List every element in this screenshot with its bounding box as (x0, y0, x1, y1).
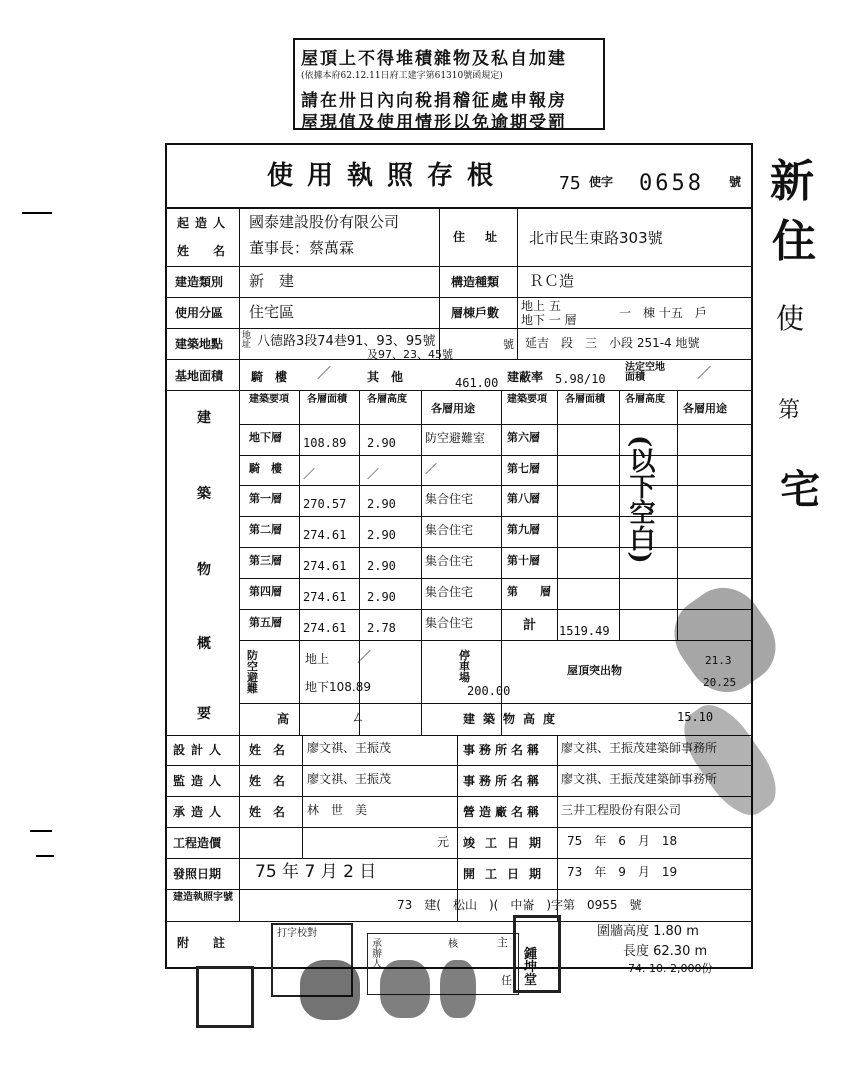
permit-number: 0658 (639, 171, 704, 196)
completion-date: 75 年 6 月 18 (567, 834, 678, 848)
contractor-firm-label: 營造廠名稱 (463, 805, 544, 819)
owner-label: 起造人 (177, 216, 232, 230)
col-area-header-2: 各層面積 (565, 394, 605, 405)
struct-label: 構造種類 (451, 275, 500, 289)
side-char: 使 (776, 302, 805, 335)
building-count: 一 棟 十五 戶 (619, 306, 707, 320)
chief-label: 任 (501, 974, 512, 987)
permit-year: 75 (559, 173, 581, 194)
parking-label: 停車場 (459, 649, 470, 684)
floor-area: 274.61 (303, 528, 347, 542)
red-seal-stamp (196, 966, 254, 1028)
type-label: 建造類別 (175, 275, 224, 289)
notice-line-2: (依據本府62.12.11日府工建字第61310號函規定) (301, 71, 503, 81)
open-space-label: 法定空地面積 (625, 362, 665, 383)
site-address: 八德路3段74巷91、93、95號 (257, 334, 436, 349)
contractor-name: 林 世 美 (307, 803, 368, 817)
coverage-value: 5.98/10 (555, 372, 606, 386)
zone-value: 住宅區 (249, 303, 295, 321)
floor-area: 274.61 (303, 590, 347, 604)
blank-note: (以下空白) (625, 435, 655, 564)
contractor-name-label: 姓 名 (249, 805, 286, 819)
floors-below: 地下 一 層 (521, 313, 577, 327)
floor-name: 第四層 (249, 585, 282, 598)
designer-name-label: 姓 名 (249, 743, 286, 757)
floor-area: 270.57 (303, 497, 347, 511)
site-lot: 延吉 段 三 小段 251-4 地號 (525, 336, 700, 350)
struct-value: ＲＣ造 (529, 272, 575, 290)
designer-office: 廖文祺、王振茂建築師事務所 (561, 741, 718, 755)
check-stamp-label: 打字校對 (277, 928, 317, 939)
chief-label: 主 (497, 936, 508, 949)
floor-name: 第五層 (249, 616, 282, 629)
official-seal-name: 鍾坤堂 (524, 947, 538, 988)
floor-use: ／ (425, 462, 438, 476)
floor-name: 第六層 (507, 431, 540, 444)
floor-name: 第 層 (507, 585, 551, 598)
floor-height: 2.90 (367, 497, 396, 511)
notice-line-1: 屋頂上不得堆積雜物及私自加建 (301, 49, 567, 69)
floor-use: 集合住宅 (425, 523, 474, 537)
floor-area: ／ (303, 467, 316, 481)
shelter-above-value: ／ (357, 650, 371, 666)
margin-mark (36, 855, 54, 857)
floor-use: 集合住宅 (425, 492, 474, 506)
floor-area: 274.61 (303, 621, 347, 635)
building-height-label: 建築物高度 (463, 712, 564, 726)
coverage-label: 建蔽率 (507, 370, 544, 384)
floor-height: ／ (367, 467, 380, 481)
notice-box (293, 38, 605, 133)
address-label: 住 址 (453, 230, 502, 244)
floor-use: 防空避難室 (425, 431, 486, 445)
cost-value: 元 (437, 835, 450, 849)
supervisor-label: 監造人 (173, 774, 228, 788)
owner-company: 國泰建設股份有限公司 (249, 213, 400, 231)
section-char: 物 (197, 562, 211, 578)
col-item-header-2: 建築要項 (507, 394, 547, 405)
permit-form (165, 143, 753, 988)
floors-label: 層棟戶數 (451, 306, 500, 320)
floor-name: 第八層 (507, 492, 540, 505)
other-value: 461.00 (455, 376, 499, 390)
contractor-firm: 三井工程股份有限公司 (561, 803, 682, 817)
floor-height: 2.90 (367, 436, 396, 450)
shelter-above-label: 地上 (305, 652, 330, 666)
section-char: 築 (197, 486, 211, 502)
open-space-value: ／ (697, 366, 711, 382)
supervisor-name-label: 姓 名 (249, 774, 286, 788)
floor-height: 2.90 (367, 528, 396, 542)
permit-value: 73 建( 松山 )( 中崙 )字第 0955 號 (397, 898, 642, 912)
other-label: 其 他 (367, 370, 404, 384)
stain (440, 960, 476, 1018)
col-area-header: 各層面積 (307, 394, 347, 405)
notice-line-3: 請在卅日內向稅捐稽征處申報房 (301, 91, 567, 111)
floor-area: 108.89 (303, 436, 347, 450)
permit-hao: 號 (729, 175, 742, 189)
gallery-value: ／ (317, 366, 331, 382)
owner-name-label: 姓 名 (177, 244, 232, 258)
floor-use: 集合住宅 (425, 616, 474, 630)
remark-label: 附 註 (177, 936, 232, 950)
side-char: 新 (770, 156, 814, 207)
height-value: ㄥ (351, 710, 365, 726)
permit-zi: 使字 (589, 175, 614, 189)
permit-label: 建造執照字號 (173, 892, 233, 903)
section-char: 要 (197, 706, 211, 722)
designer-name: 廖文祺、王振茂 (307, 741, 392, 755)
floor-name: 第九層 (507, 523, 540, 536)
height-label: 高 (277, 712, 290, 726)
area-label: 基地面積 (175, 369, 224, 383)
col-use-header-2: 各層用途 (683, 402, 727, 415)
site-addr-tag: 地址 (242, 331, 252, 350)
floor-use: 集合住宅 (425, 585, 474, 599)
stain (300, 960, 360, 1020)
floor-name: 第十層 (507, 554, 540, 567)
start-label: 開工日期 (463, 867, 552, 881)
stain (380, 960, 430, 1018)
approver-label: 承辦人 (372, 939, 382, 970)
floor-name: 騎 樓 (249, 462, 282, 475)
section-char: 建 (197, 410, 211, 426)
wall-height: 圍牆高度 1.80 m (597, 924, 699, 939)
supervisor-office: 廖文祺、王振茂建築師事務所 (561, 772, 718, 786)
floor-name: 第三層 (249, 554, 282, 567)
side-char: 宅 (780, 466, 820, 513)
margin-mark (22, 212, 52, 214)
col-use-header: 各層用途 (431, 402, 475, 415)
zone-label: 使用分區 (175, 306, 224, 320)
owner-address: 北市民生東路303號 (529, 229, 663, 247)
floor-height: 2.90 (367, 559, 396, 573)
col-item-header: 建築要項 (249, 394, 289, 405)
print-footer: 74. 10. 2,000份 (628, 962, 713, 975)
notice-line-4: 屋現值及使用情形以免逾期受罰 (301, 113, 567, 133)
form-title: 使用執照存根 (267, 161, 508, 191)
completion-label: 竣工日期 (463, 836, 552, 850)
approver-label: 核 (448, 939, 458, 950)
wall-length: 長度 62.30 m (623, 944, 708, 959)
floor-height: 2.78 (367, 621, 396, 635)
roof-label: 屋頂突出物 (567, 664, 622, 677)
owner-chairman: 董事長：蔡萬霖 (249, 239, 355, 257)
supervisor-office-label: 事務所名稱 (463, 774, 544, 788)
shelter-label: 防空避難 (247, 649, 258, 695)
floors-above: 地上 五 (521, 299, 561, 313)
shelter-below: 地下108.89 (305, 680, 371, 694)
floor-name: 第七層 (507, 462, 540, 475)
official-seal (513, 915, 561, 993)
section-char: 概 (197, 636, 211, 652)
total-label: 計 (523, 618, 537, 633)
site-label: 建築地點 (175, 337, 224, 351)
site-hao: 號 (503, 338, 514, 351)
roof-value-2: 20.25 (703, 676, 737, 689)
site-address-cont: 及97、23、45號 (367, 348, 453, 361)
floor-height: 2.90 (367, 590, 396, 604)
side-char: 住 (772, 216, 816, 267)
floor-name: 地下層 (249, 431, 282, 444)
issue-date: 75 年 7 月 2 日 (255, 862, 377, 882)
parking-value: 200.00 (467, 684, 511, 698)
cost-label: 工程造價 (173, 836, 222, 850)
contractor-label: 承造人 (173, 805, 228, 819)
roof-value-1: 21.3 (705, 654, 732, 667)
designer-label: 設計人 (173, 743, 228, 757)
floor-name: 第二層 (249, 523, 282, 536)
building-height-value: 15.10 (677, 710, 714, 724)
total-value: 1519.49 (559, 624, 610, 638)
gallery-label: 騎 樓 (251, 370, 288, 384)
issue-label: 發照日期 (173, 867, 222, 881)
type-value: 新 建 (249, 272, 295, 290)
designer-office-label: 事務所名稱 (463, 743, 544, 757)
col-height-header-2: 各層高度 (625, 394, 665, 405)
supervisor-name: 廖文祺、王振茂 (307, 772, 392, 786)
side-char: 第 (778, 398, 801, 423)
floor-area: 274.61 (303, 559, 347, 573)
col-height-header: 各層高度 (367, 394, 407, 405)
floor-name: 第一層 (249, 492, 282, 505)
floor-use: 集合住宅 (425, 554, 474, 568)
margin-mark (30, 830, 52, 832)
start-date: 73 年 9 月 19 (567, 865, 678, 879)
